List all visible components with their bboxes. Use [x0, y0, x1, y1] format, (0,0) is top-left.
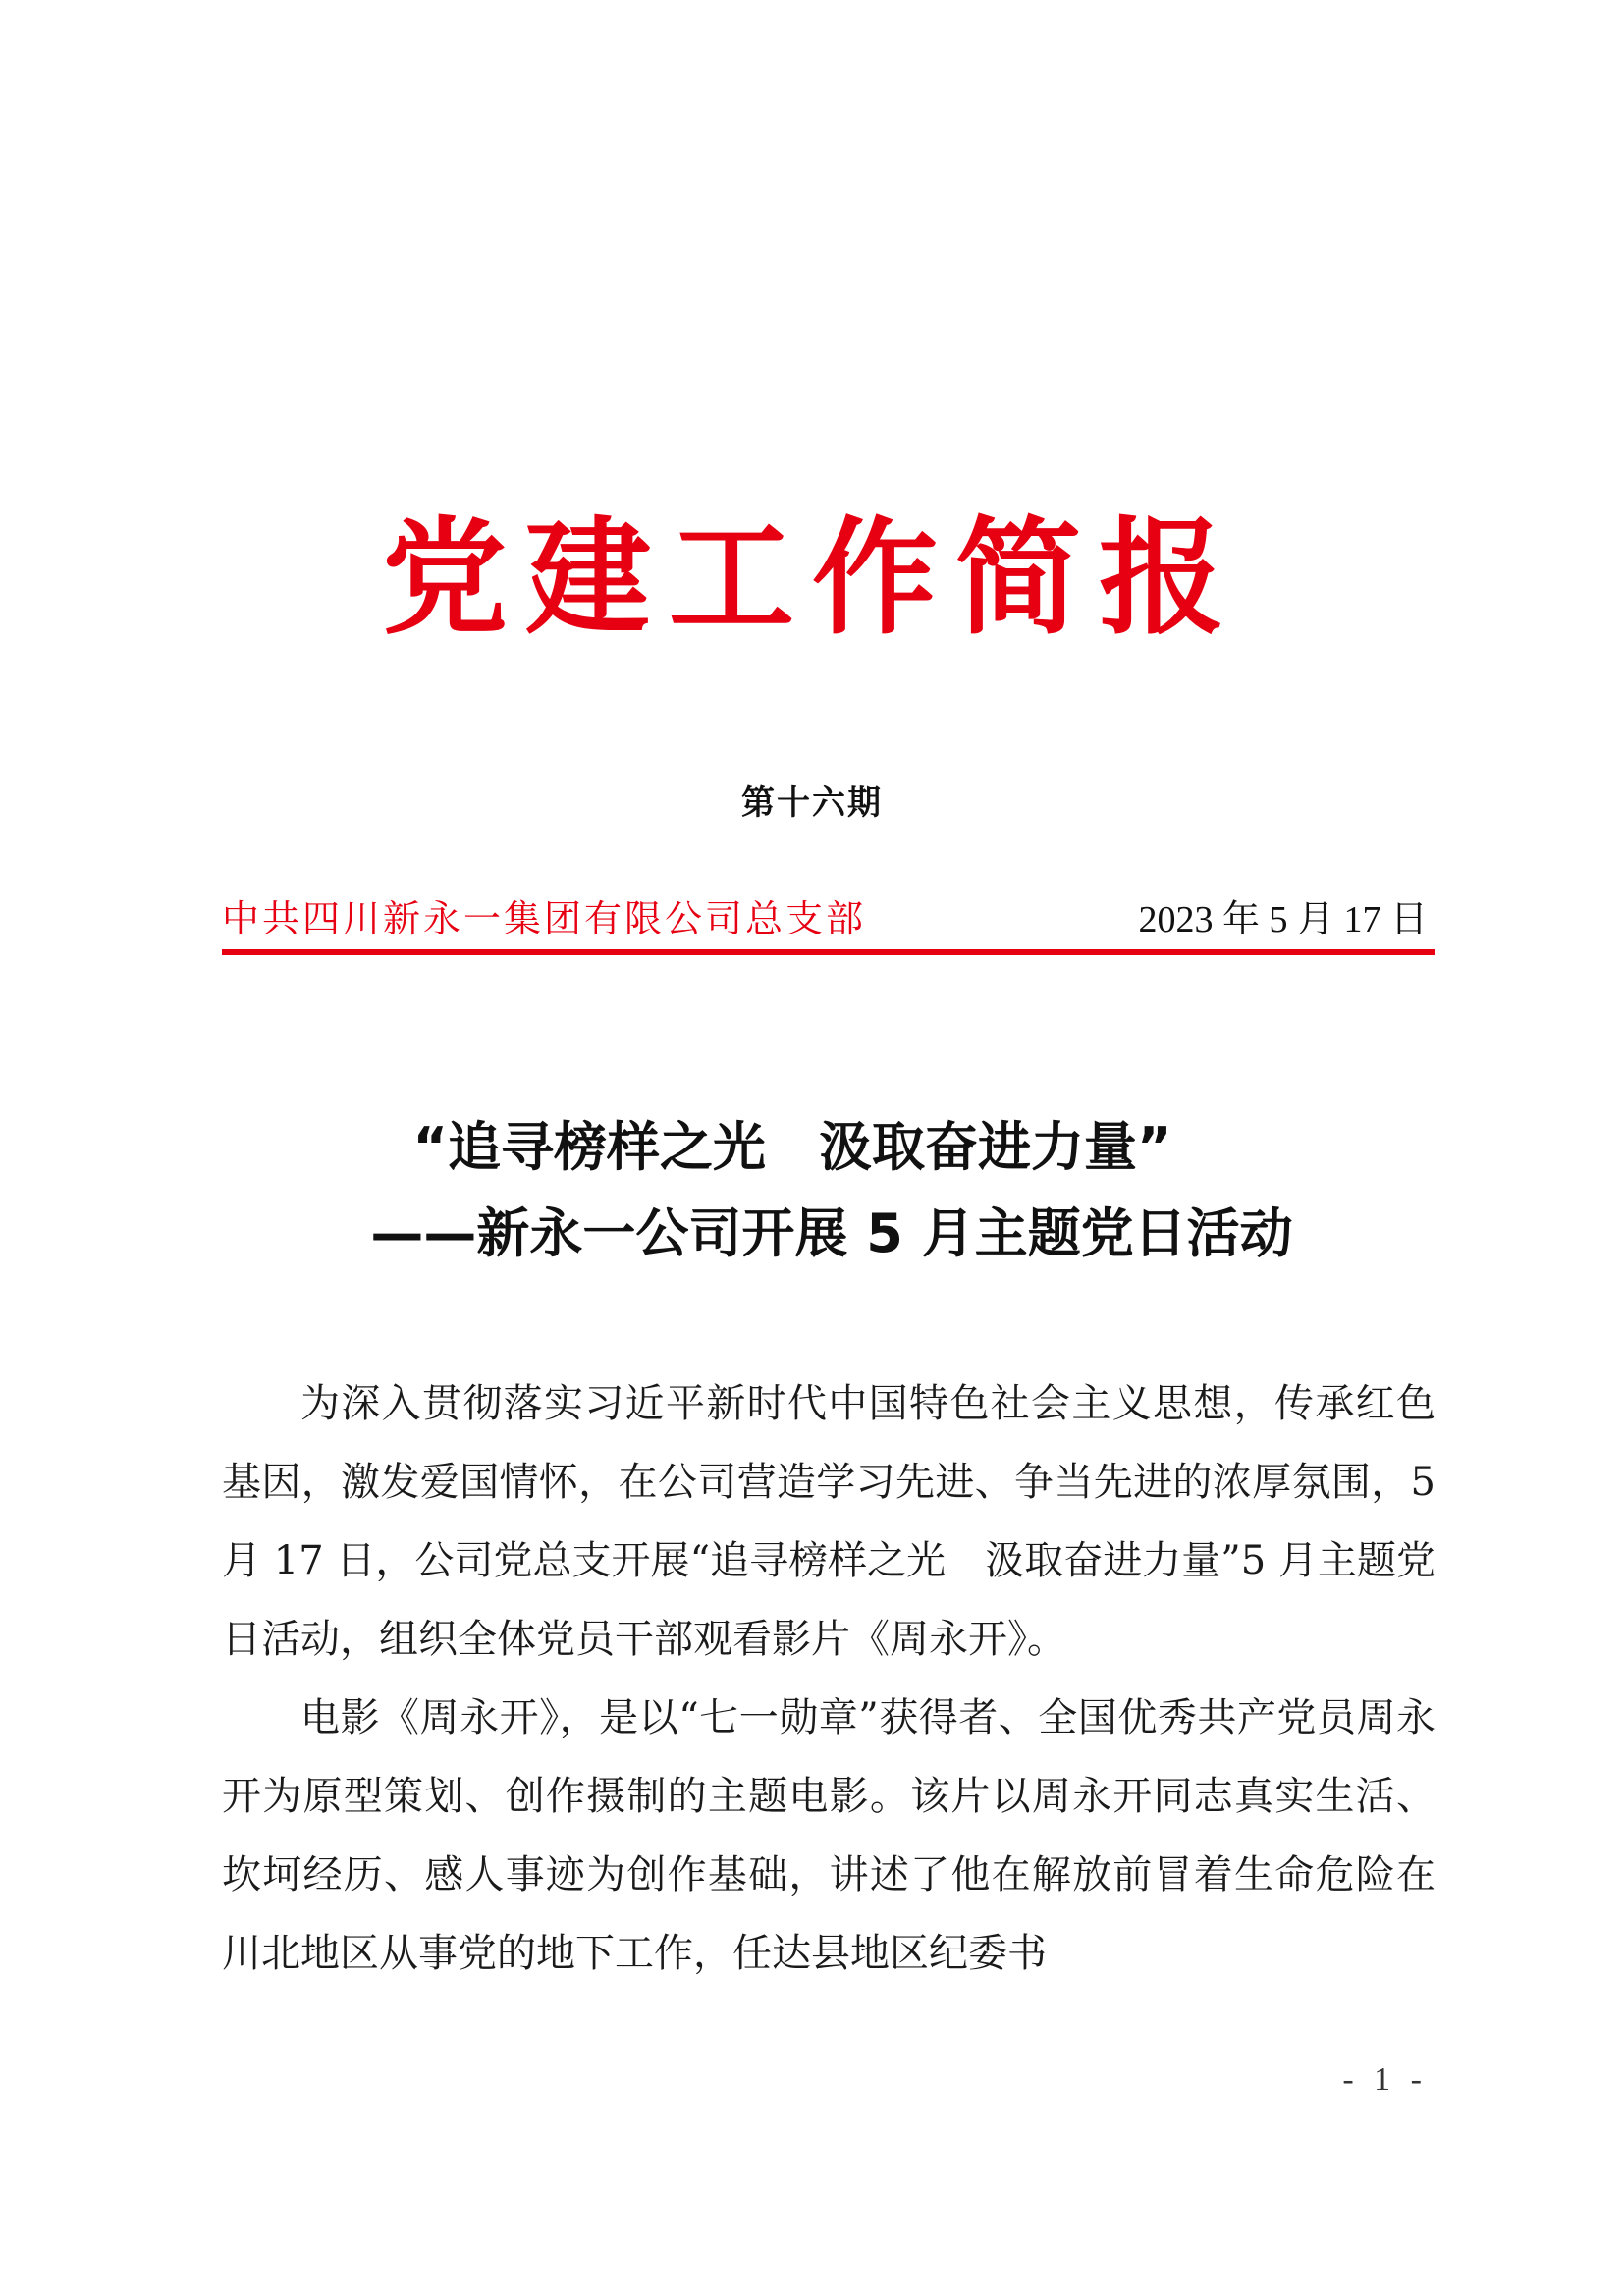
article-title-line-2: ——新永一公司开展 5 月主题党日活动: [370, 1202, 1293, 1264]
paragraph: 为深入贯彻落实习近平新时代中国特色社会主义思想，传承红色基因，激发爱国情怀，在公司营造学习先进、争当先进的浓厚氛围，5 月 17 日，公司党总支开展“追寻榜样之光 汲取奋进力量”5 月主题党日活动，组织全体党员干部观看影片《周永开》。: [222, 1381, 1435, 1662]
red-divider: [222, 949, 1435, 955]
article-title: [0, 1104, 1624, 1277]
issue-number: 第十六期: [741, 783, 883, 823]
issue-date: 2023 年 5 月 17 日: [1138, 899, 1428, 940]
page-number: - 1 -: [1342, 2061, 1428, 2098]
masthead-title: 党建工作简报: [381, 506, 1242, 652]
article-body: [222, 1364, 1435, 1993]
paragraph: 电影《周永开》，是以“七一勋章”获得者、全国优秀共产党员周永开为原型策划、创作摄制的主题电影。该片以周永开同志真实生活、坎坷经历、感人事迹为创作基础，讲述了他在解放前冒着生命危险在川北地区从事党的地下工作，任达县地区纪委书: [222, 1695, 1435, 1976]
issuer-name: 中共四川新永一集团有限公司总支部: [222, 897, 867, 940]
article-title-line-1: “追寻榜样之光 汲取奋进力量”: [412, 1116, 1172, 1178]
issuer-date-row: [222, 888, 1435, 941]
